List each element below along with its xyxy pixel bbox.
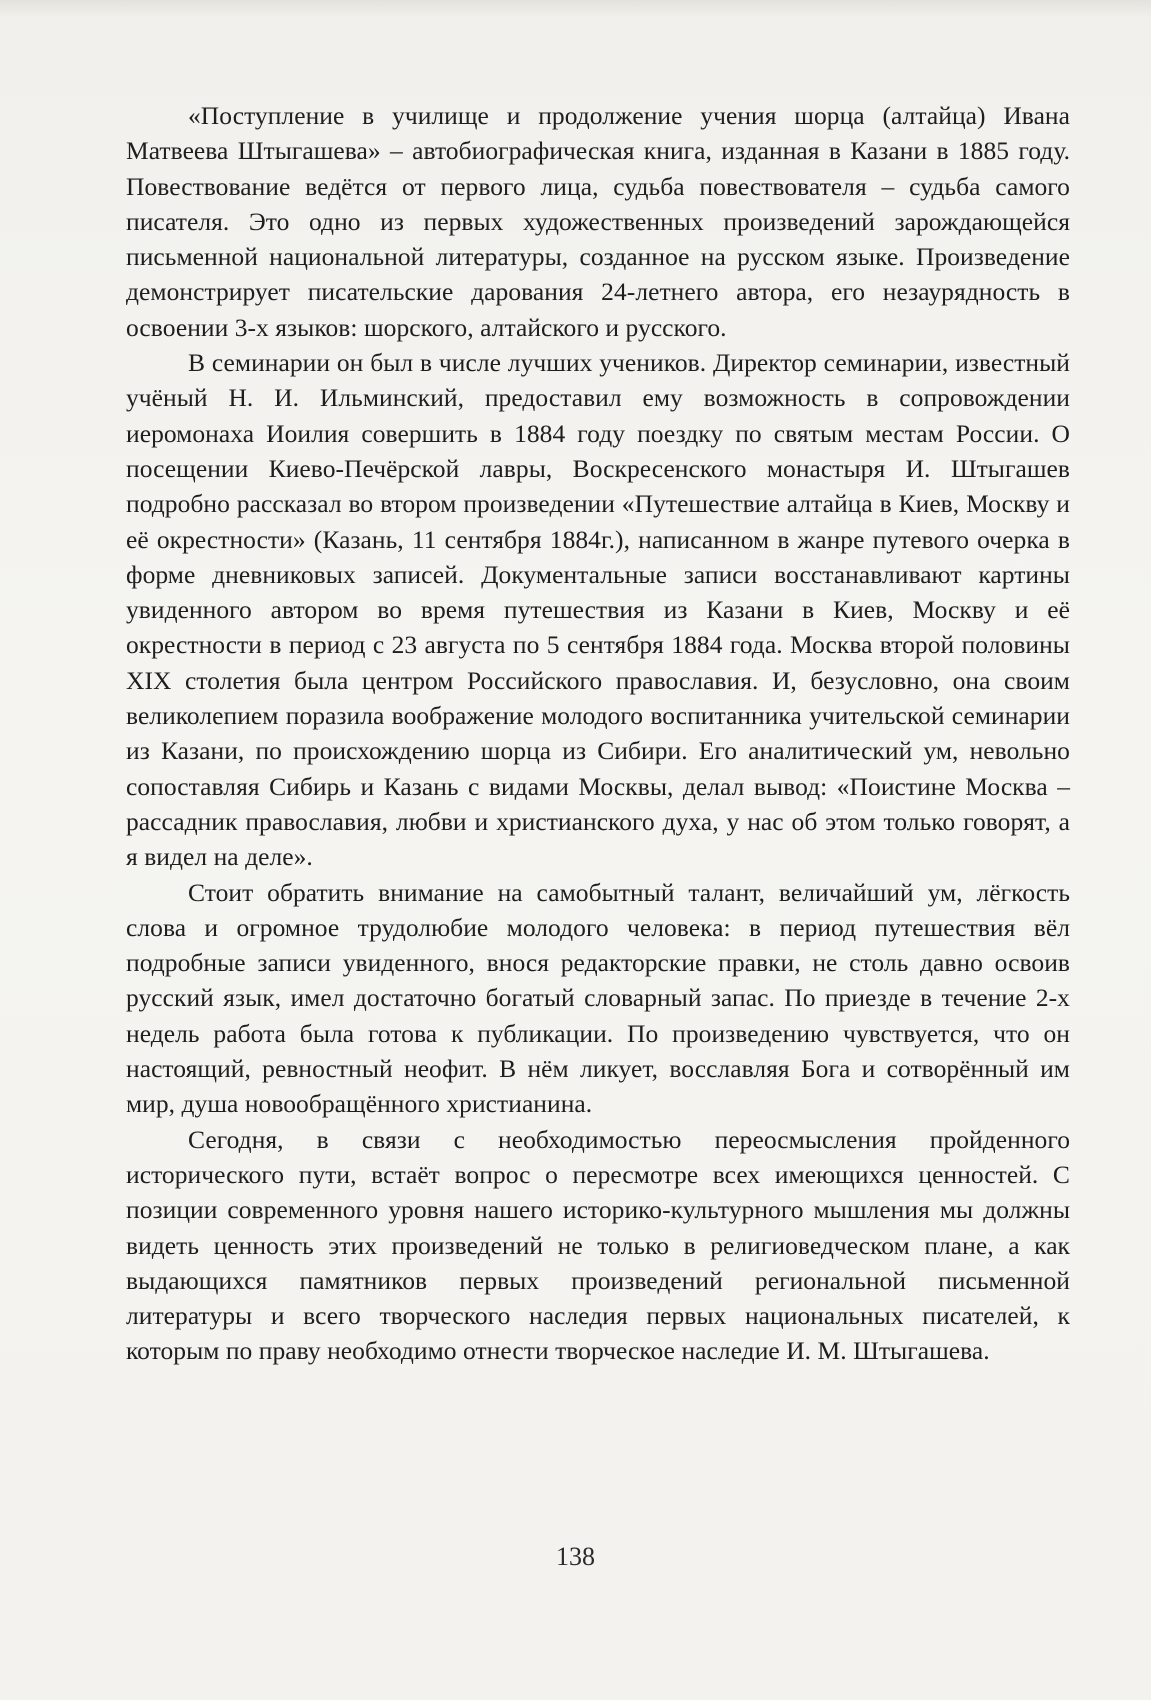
paragraph: «Поступление в училище и продолжение учения шорца (алтайца) Ивана Матвеева Штыгашева» – автобиографическая книга, изданная в Казани в 1885 году. Повествование ведётся от первого лица, судьба повествователя – судьба самого писателя. Это одно из первых художественных произведений зарождающейся письменной национальной литературы, созданное на русском языке. Произведение демонстрирует писательские дарования 24-летнего автора, его незаурядность в освоении 3-х языков: шорского, алтайского и русского. [126, 101, 1070, 342]
page-top-shadow [0, 0, 1151, 18]
page-number: 138 [556, 1542, 595, 1571]
paragraph: В семинарии он был в числе лучших учеников. Директор семинарии, известный учёный Н. И. Ильминский, предоставил ему возможность в сопровождении иеромонаха Иоилия совершить в 1884 году поездку по святым местам России. О посещении Киево-Печёрской лавры, Воскресенского монастыря И. Штыгашев подробно рассказал во втором произведении «Путешествие алтайца в Киев, Москву и её окрестности» (Казань, 11 сентября 1884г.), написанном в жанре путевого очерка в форме дневниковых записей. Документальные записи восстанавливают картины увиденного автором во время путешествия из Казани в Киев, Москву и её окрестности в период с 23 августа по 5 сентября 1884 года. Москва второй половины XIX столетия была центром Российского православия. И, безусловно, она своим великолепием поразила воображение молодого воспитанника учительской семинарии из Казани, по происхождению шорца из Сибири. Его аналитический ум, невольно сопоставляя Сибирь и Казань с видами Москвы, делал вывод: «Поистине Москва – рассадник православия, любви и христианского духа, у нас об этом только говорят, а я видел на деле». [126, 348, 1070, 872]
paragraph: Стоит обратить внимание на самобытный талант, величайший ум, лёгкость слова и огромное трудолюбие молодого человека: в период путешествия вёл подробные записи увиденного, внося редакторские правки, не столь давно освоив русский язык, имел достаточно богатый словарный запас. По приезде в течение 2-х недель работа была готова к публикации. По произведению чувствуется, что он настоящий, ревностный неофит. В нём ликует, восславляя Бога и сотворённый им мир, душа новообращённого христианина. [126, 877, 1070, 1119]
paragraph: Сегодня, в связи с необходимостью переосмысления пройденного исторического пути, встаёт вопрос о пересмотре всех имеющихся ценностей. С позиции современного уровня нашего историко-культурного мышления мы должны видеть ценность этих произведений не только в религиоведческом плане, а как выдающихся памятников первых произведений региональной письменной литературы и всего творческого наследия первых национальных писателей, к которым по праву необходимо отнести творческое наследие И. М. Штыгашева. [126, 1124, 1070, 1366]
main-text [126, 98, 1070, 1369]
